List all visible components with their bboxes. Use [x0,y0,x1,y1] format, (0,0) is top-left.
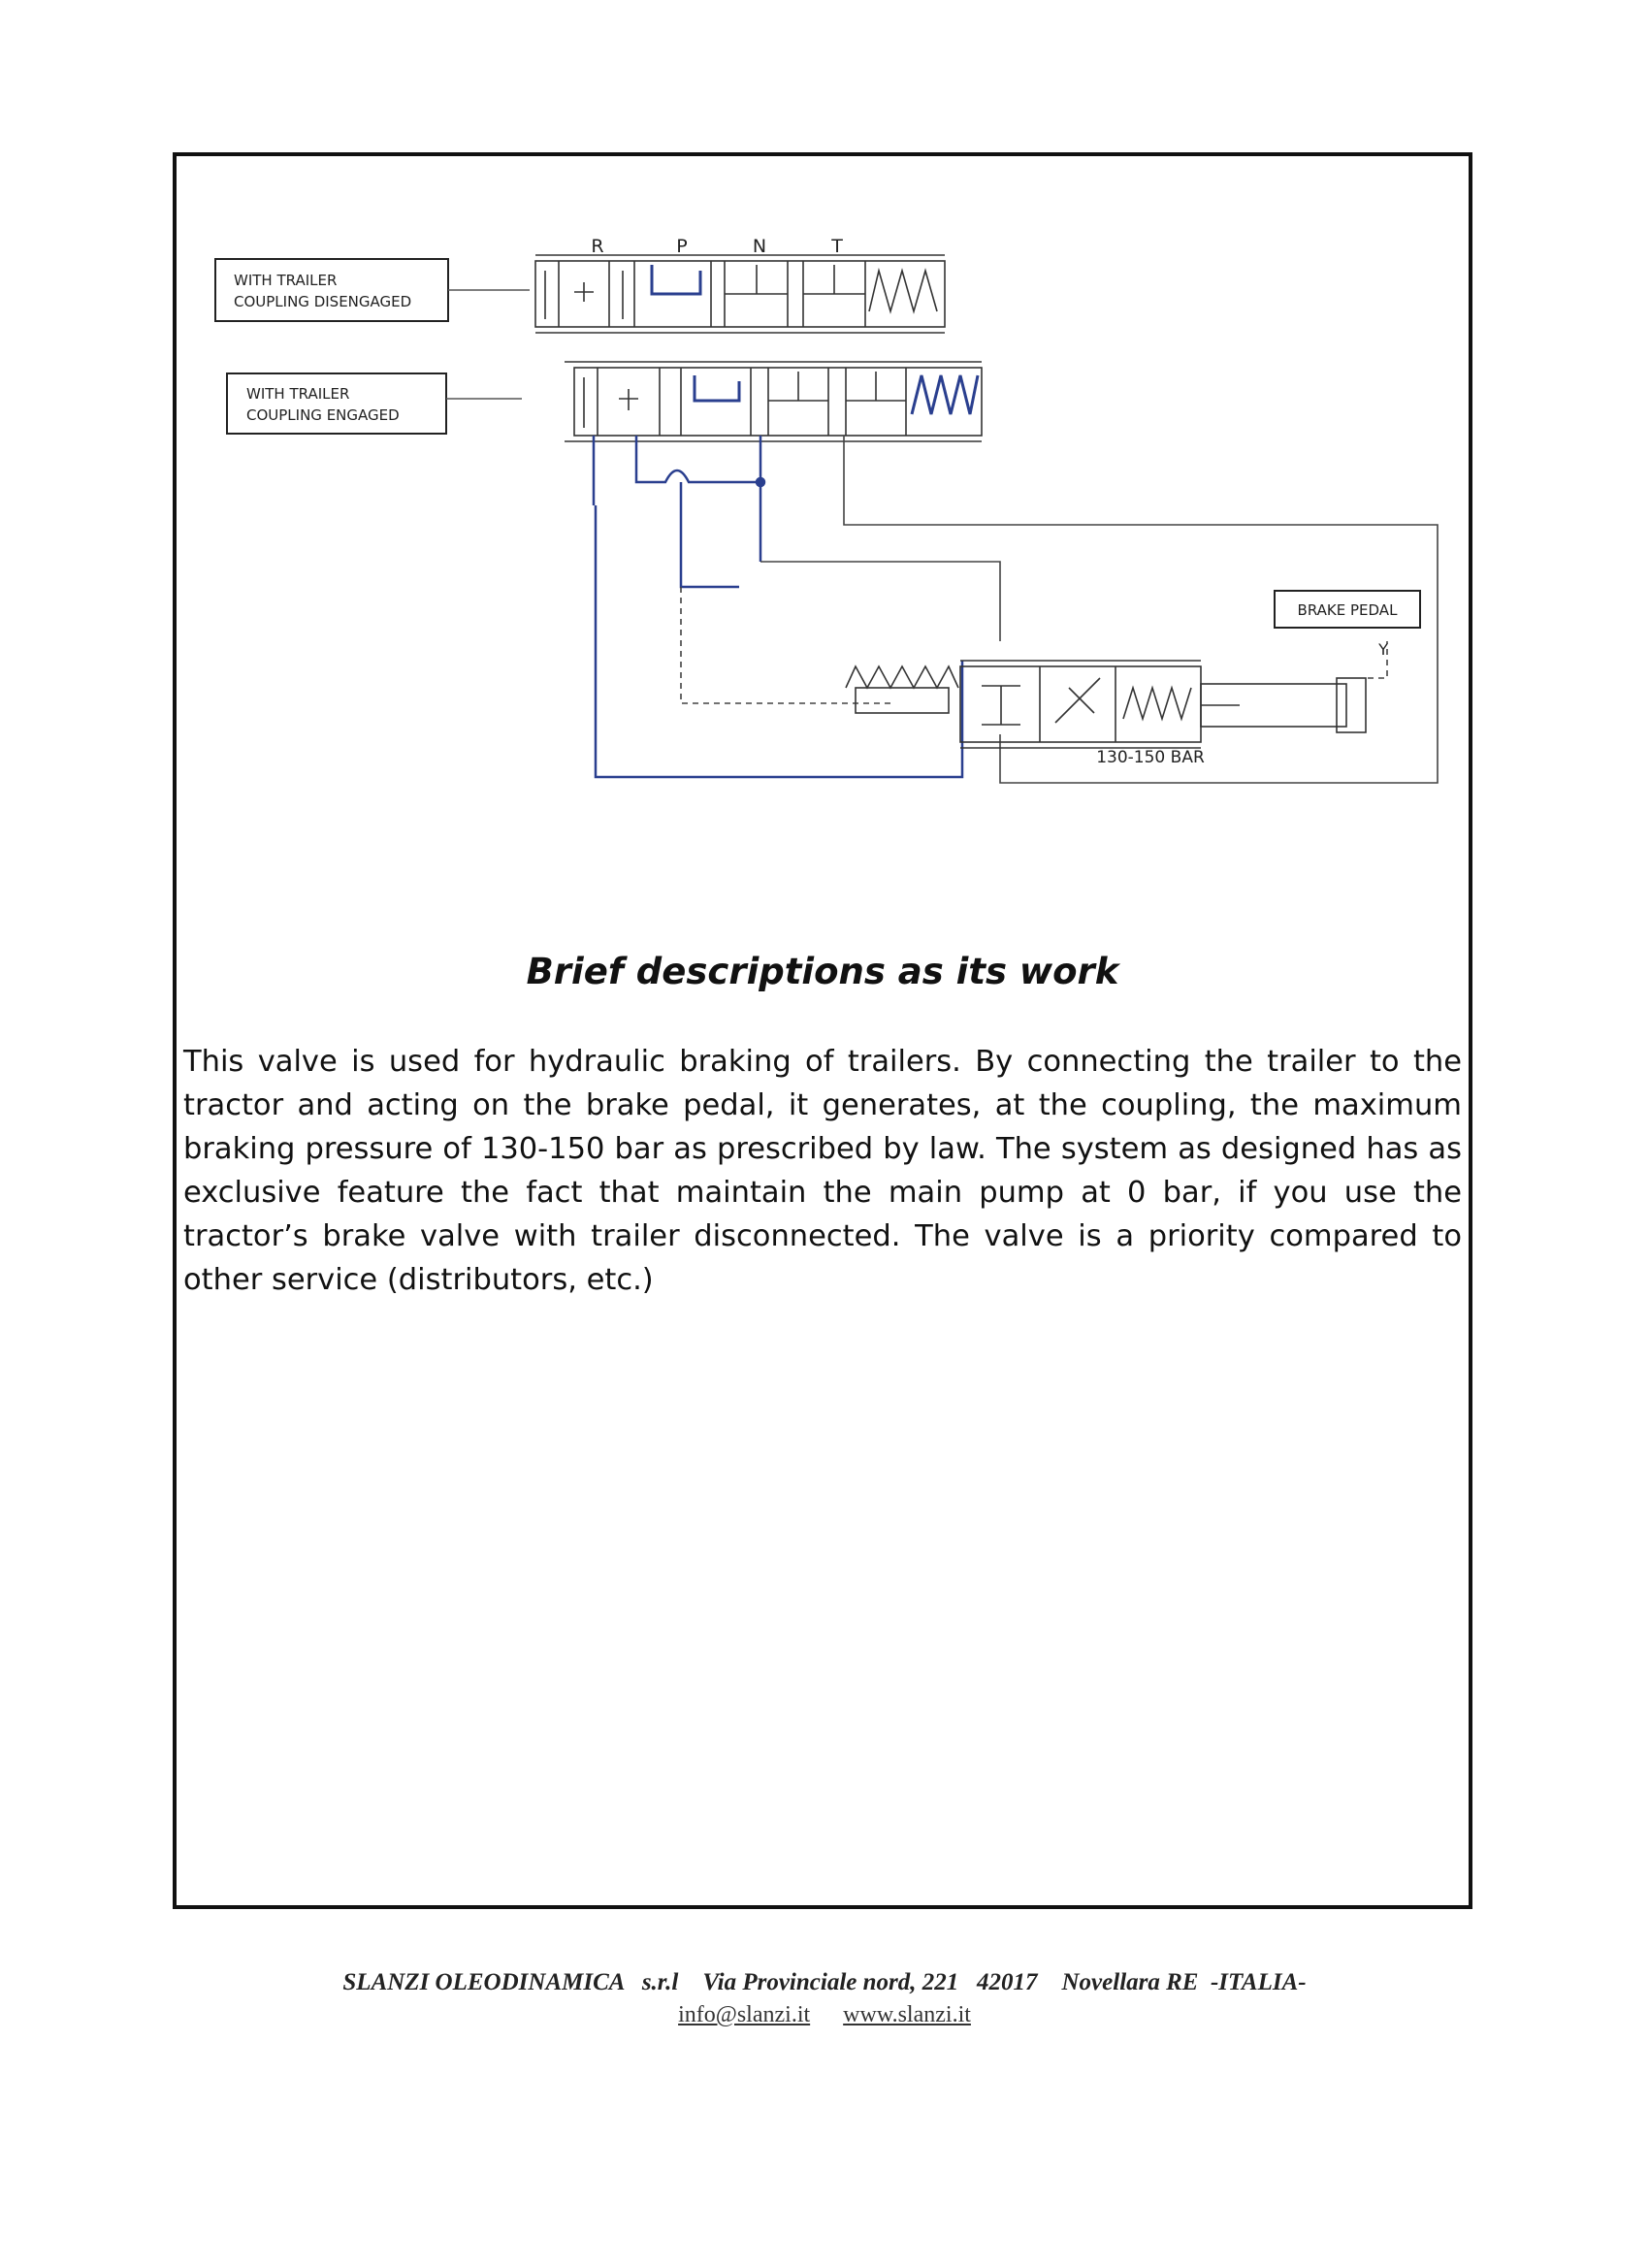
pressure-label: 130-150 BAR [1096,748,1205,767]
brake-pedal-label: BRAKE PEDAL [1297,601,1398,619]
spring-engaged [912,375,978,414]
footer-links [0,2002,1649,2028]
label-box-engaged [227,373,522,434]
label-disengaged-line1: WITH TRAILER [234,272,338,289]
port-label-n: N [752,236,767,257]
footer-email-link[interactable]: info@slanzi.it [678,2002,811,2027]
footer-address [0,1969,1649,1996]
hydraulic-schematic [177,156,1469,855]
port-label-p: P [676,236,688,257]
footer-city: Novellara RE [1061,1969,1199,1995]
spool-valve-disengaged [535,255,945,333]
spool-valve-engaged [565,362,982,441]
footer-website-link[interactable]: www.slanzi.it [843,2002,971,2027]
footer-country: -ITALIA- [1210,1969,1307,1995]
port-label-r: R [591,236,604,257]
port-label-t: T [831,236,843,257]
footer-postcode: 42017 [977,1969,1038,1995]
section-heading: Brief descriptions as its work [526,951,1119,992]
label-engaged-line1: WITH TRAILER [246,385,350,403]
brake-valve [846,661,1366,748]
description-paragraph: This valve is used for hydraulic braking of trailers. By connecting the trailer to the tractor and acting on the brake pedal, it generates, at the coupling, the maximum braking pressure of 130-150 bar as prescribed by law. The system as designed has as exclusive feature the fact that maintain the main pump at 0 bar, if you use the tractor’s brake valve with trailer disconnected. The valve is a priority compared to other service (distributors, etc.) [183,1045,1462,1297]
label-engaged-line2: COUPLING ENGAGED [246,406,400,424]
brake-pedal-box [1275,591,1420,659]
hydraulic-lines [594,436,962,777]
y-port-label: Y [1378,640,1388,659]
footer-street: Via Provinciale nord, 221 [702,1969,959,1995]
footer-company-suffix: s.r.l [641,1969,679,1995]
label-disengaged-line2: COUPLING DISENGAGED [234,293,412,310]
label-box-disengaged [215,259,530,321]
footer-company: SLANZI OLEODINAMICA [342,1969,625,1995]
